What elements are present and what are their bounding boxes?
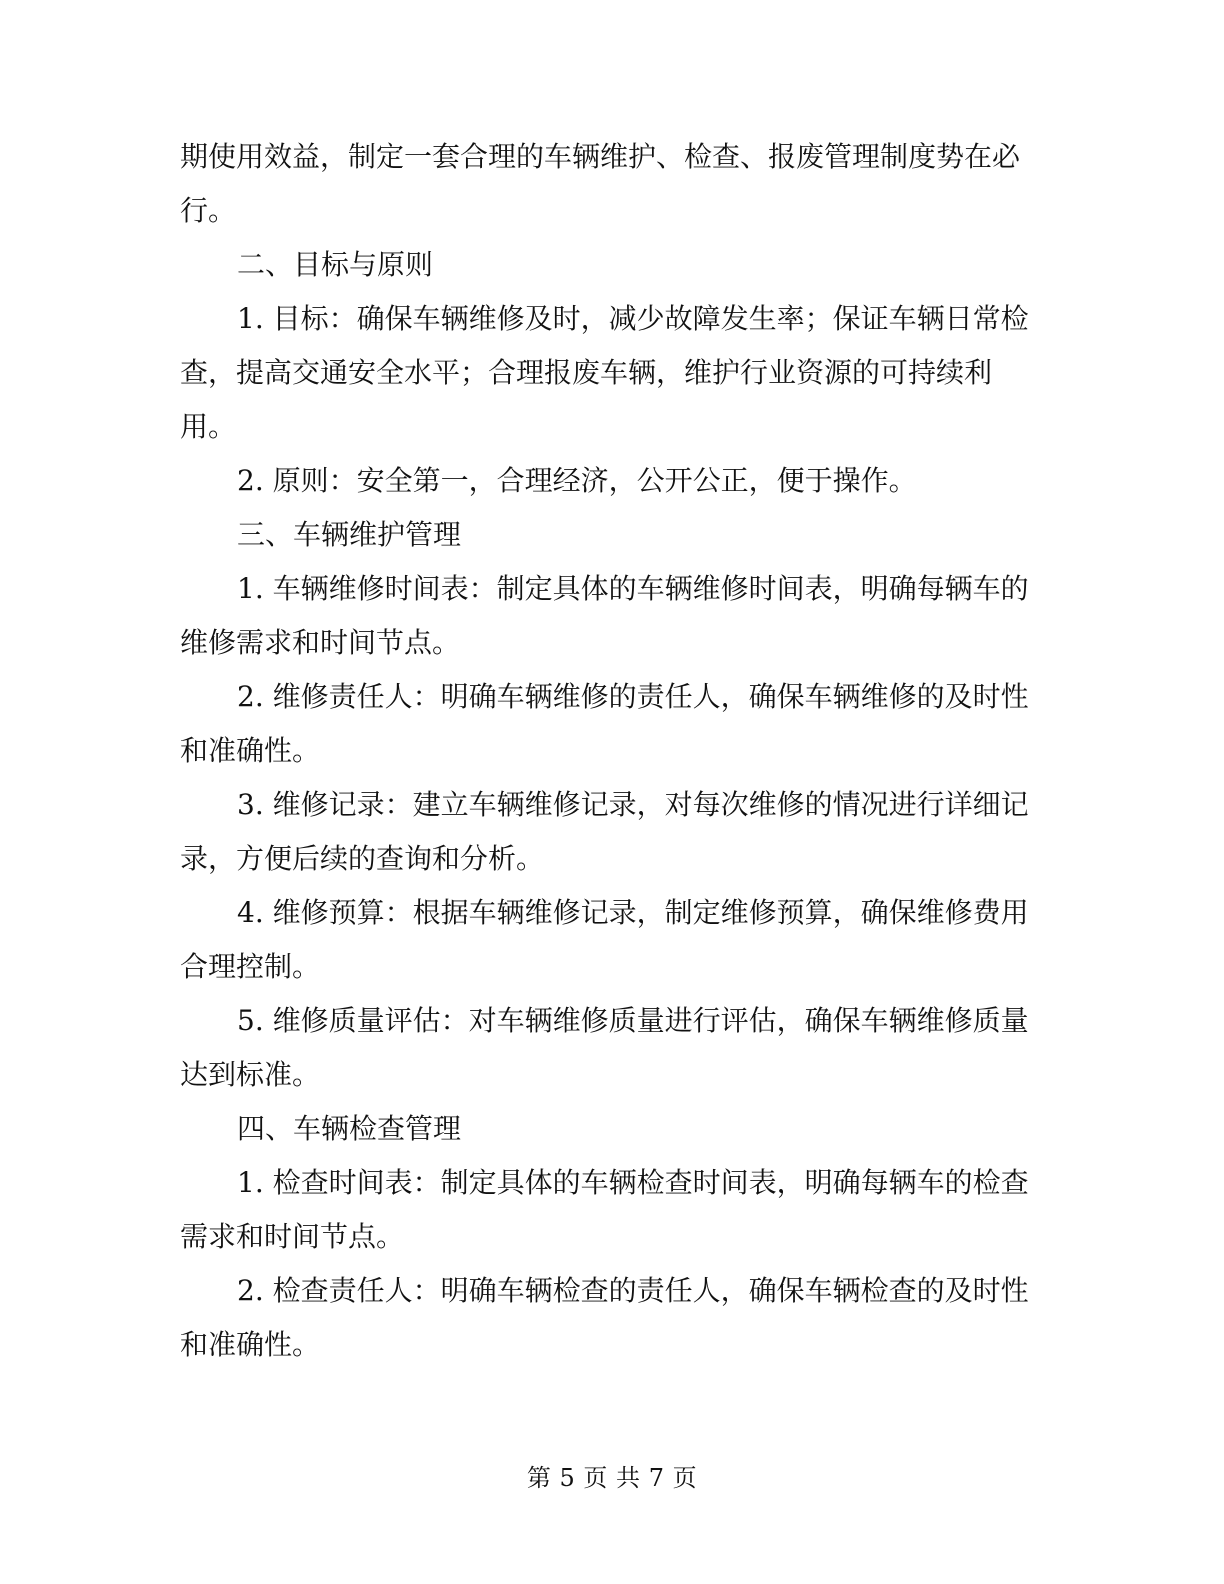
paragraph-maintenance-budget: 4. 维修预算：根据车辆维修记录，制定维修预算，确保维修费用合理控制。	[180, 896, 1029, 983]
paragraph-intro-continuation: 期使用效益，制定一套合理的车辆维护、检查、报废管理制度势在必行。	[180, 140, 1021, 227]
paragraph-maintenance-quality: 5. 维修质量评估：对车辆维修质量进行评估，确保车辆维修质量达到标准。	[180, 1004, 1029, 1091]
section-heading-maintenance: 三、车辆维护管理	[237, 518, 462, 551]
document-body	[180, 130, 1030, 1372]
paragraph-maintenance-responsible: 2. 维修责任人：明确车辆维修的责任人，确保车辆维修的及时性和准确性。	[180, 680, 1029, 767]
paragraph-maintenance-schedule: 1. 车辆维修时间表：制定具体的车辆维修时间表，明确每辆车的维修需求和时间节点。	[180, 572, 1029, 659]
paragraph-inspection-responsible: 2. 检查责任人：明确车辆检查的责任人，确保车辆检查的及时性和准确性。	[180, 1274, 1029, 1361]
section-heading-inspection: 四、车辆检查管理	[237, 1112, 462, 1145]
paragraph-principle: 2. 原则：安全第一，合理经济，公开公正，便于操作。	[237, 464, 917, 497]
section-heading-goals-principles: 二、目标与原则	[237, 248, 434, 281]
paragraph-goal: 1. 目标：确保车辆维修及时，减少故障发生率；保证车辆日常检查，提高交通安全水平；合理报废车辆，维护行业资源的可持续利用。	[180, 302, 1029, 443]
page-number-footer: 第 5 页 共 7 页	[526, 1464, 698, 1492]
paragraph-inspection-schedule: 1. 检查时间表：制定具体的车辆检查时间表，明确每辆车的检查需求和时间节点。	[180, 1166, 1029, 1253]
paragraph-maintenance-record: 3. 维修记录：建立车辆维修记录，对每次维修的情况进行详细记录，方便后续的查询和分析。	[180, 788, 1029, 875]
